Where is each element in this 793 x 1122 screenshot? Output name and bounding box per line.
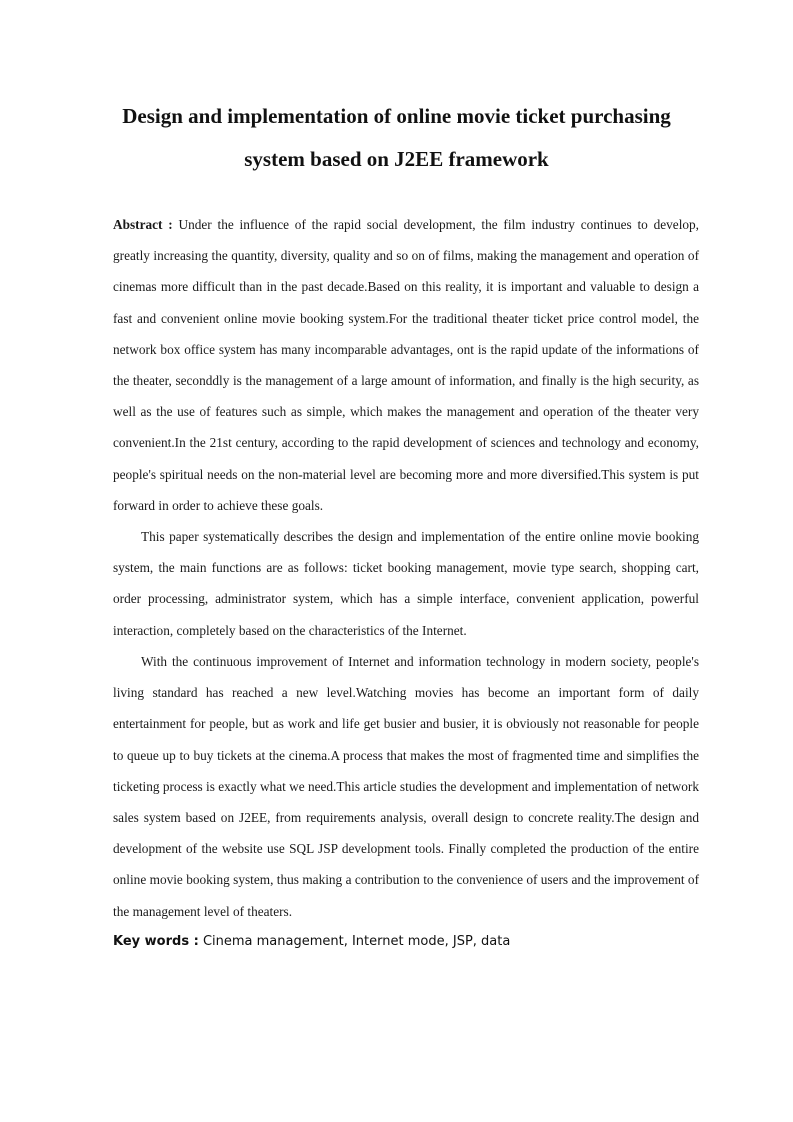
paragraph-text: With the continuous improvement of Internet and information technology in modern society, people's living standard has reached a new level.Watching movies has become an important form of daily entertainment for people, but as work and life get busier and busier, it is obviously not reasonable for people to queue up to buy tickets at the cinema.A process that makes the most of fragmented time and simplifies the ticketing process is exactly what we need.This article studies the development and implementation of network sales system based on J2EE, from requirements analysis, overall design to concrete reality.The design and development of the website use SQL JSP development tools. Finally completed the production of the entire online movie booking system, thus making a contribution to the convenience of users and the improvement of the management level of theaters. xyxy=(113,654,699,919)
keywords-section xyxy=(113,929,699,955)
keywords-text: Cinema management, Internet mode, JSP, data xyxy=(202,934,511,949)
paper-title-line-1: Design and implementation of online movie ticket purchasing xyxy=(122,104,671,128)
abstract-label: Abstract : xyxy=(113,217,173,232)
abstract-section xyxy=(113,209,699,521)
paragraph-text: This paper systematically describes the design and implementation of the entire online movie booking system, the main functions are as follows: ticket booking management, movie type search, shopping cart, order processing, administrator system, which has a simple interface, convenient application, powerful interaction, completely based on the characteristics of the Internet. xyxy=(113,529,699,638)
abstract-text: Under the influence of the rapid social development, the film industry continues to develop, greatly increasing the quantity, diversity, quality and so on of films, making the management and operation of cinemas more difficult than in the past decade.Based on this reality, it is important and valuable to design a fast and convenient online movie booking system.For the traditional theater ticket price control model, the network box office system has many incomparable advantages, ont is the rapid update of the informations of the theater, seconddly is the management of a large amount of information, and finally is the high security, as well as the use of features such as simple, which makes the management and operation of the theater very convenient.In the 21st century, according to the rapid development of sciences and technology and economy, people's spiritual needs on the non-material level are becoming more and more diversified.This system is put forward in order to achieve these goals. xyxy=(113,217,700,513)
paper-title-line-2: system based on J2EE framework xyxy=(244,147,549,171)
body-paragraph-1 xyxy=(113,521,699,646)
keywords-label: Key words : xyxy=(113,934,199,949)
body-paragraph-2 xyxy=(113,646,699,927)
